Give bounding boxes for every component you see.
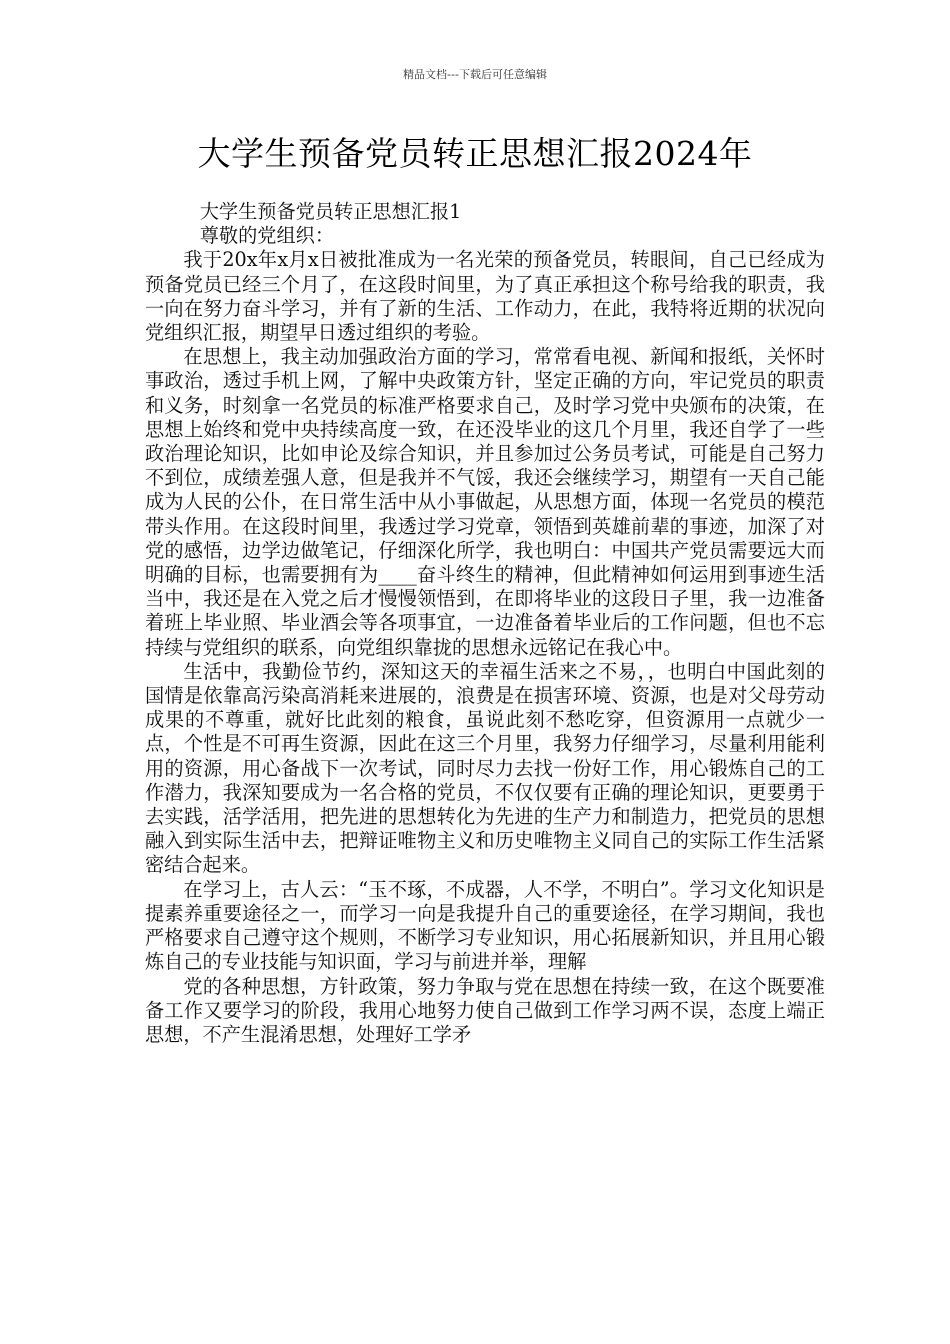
paragraph-life: 生活中，我勤俭节约，深知这天的幸福生活来之不易，，也明白中国此刻的国情是依靠高污染高消耗来进展的，浪费是在损害环境、资源，也是对父母劳动成果的不尊重，就好比此刻的粮食，虽说此刻不愁吃穿，但资源用一点就少一点，个性是不可再生资源，因此在这三个月里，我努力仔细学习，尽量利用能利用的资源，用心备战下一次考试，同时尽力去找一份好工作，用心锻炼自己的工作潜力，我深知要成为一名合格的党员，不仅仅要有正确的理论知识，更要勇于去实践，活学活用，把先进的思想转化为先进的生产力和制造力，把党员的思想融入到实际生活中去，把辩证唯物主义和历史唯物主义同自己的实际工作生活紧密结合起来。 <box>145 659 825 877</box>
header-note: 精品文档---下载后可任意编辑 <box>403 68 547 81</box>
paragraph-thought: 在思想上，我主动加强政治方面的学习，常常看电视、新闻和报纸，关怀时事政治，透过手机上网，了解中央政策方针，坚定正确的方向，牢记党员的职责和义务，时刻拿一名党员的标准严格要求自己，及时学习党中央颁布的决策，在思想上始终和党中央持续高度一致，在还没毕业的这几个月里，我还自学了一些政治理论知识，比如申论及综合知识，并且参加过公务员考试，可能是自己努力不到位，成绩差强人意，但是我并不气馁，我还会继续学习，期望有一天自己能成为人民的公仆，在日常生活中从小事做起，从思想方面，体现一名党员的模范带头作用。在这段时间里，我透过学习党章，领悟到英雄前辈的事迹，加深了对党的感悟，边学边做笔记，仔细深化所学，我也明白：中国共产党员需要远大而明确的目标，也需要拥有为____奋斗终生的精神，但此精神如何运用到事迹生活当中，我还是在入党之后才慢慢领悟到，在即将毕业的这段日子里，我一边准备着班上毕业照、毕业酒会等各项事宜，一边准备着毕业后的工作问题，但也不忘持续与党组织的联系，向党组织靠拢的思想永远铭记在我心中。 <box>145 345 825 659</box>
document-subtitle: 大学生预备党员转正思想汇报1 <box>199 200 462 223</box>
document-body <box>145 200 825 1047</box>
paragraph-study: 在学习上，古人云：“玉不琢，不成器，人不学，不明白”。学习文化知识是提素养重要途径之一，而学习一向是我提升自己的重要途径，在学习期间，我也严格要求自己遵守这个规则，不断学习专业知识，用心拓展新知识，并且用心锻炼自己的专业技能与知识面，学习与前进并举，理解 <box>145 877 825 974</box>
paragraph-policy: 党的各种思想，方针政策，努力争取与党在思想在持续一致，在这个既要准备工作又要学习的阶段，我用心地努力使自己做到工作学习两不误，态度上端正思想，不产生混淆思想，处理好工学矛 <box>145 974 825 1046</box>
page-title: 大学生预备党员转正思想汇报2024年 <box>197 134 753 173</box>
paragraph-intro: 我于20x年x月x日被批准成为一名光荣的预备党员，转眼间，自己已经成为预备党员已经三个月了，在这段时间里，为了真正承担这个称号给我的职责，我一向在努力奋斗学习，并有了新的生活、工作动力，在此，我特将近期的状况向党组织汇报，期望早日透过组织的考验。 <box>145 248 825 345</box>
salutation: 尊敬的党组织： <box>199 224 335 248</box>
